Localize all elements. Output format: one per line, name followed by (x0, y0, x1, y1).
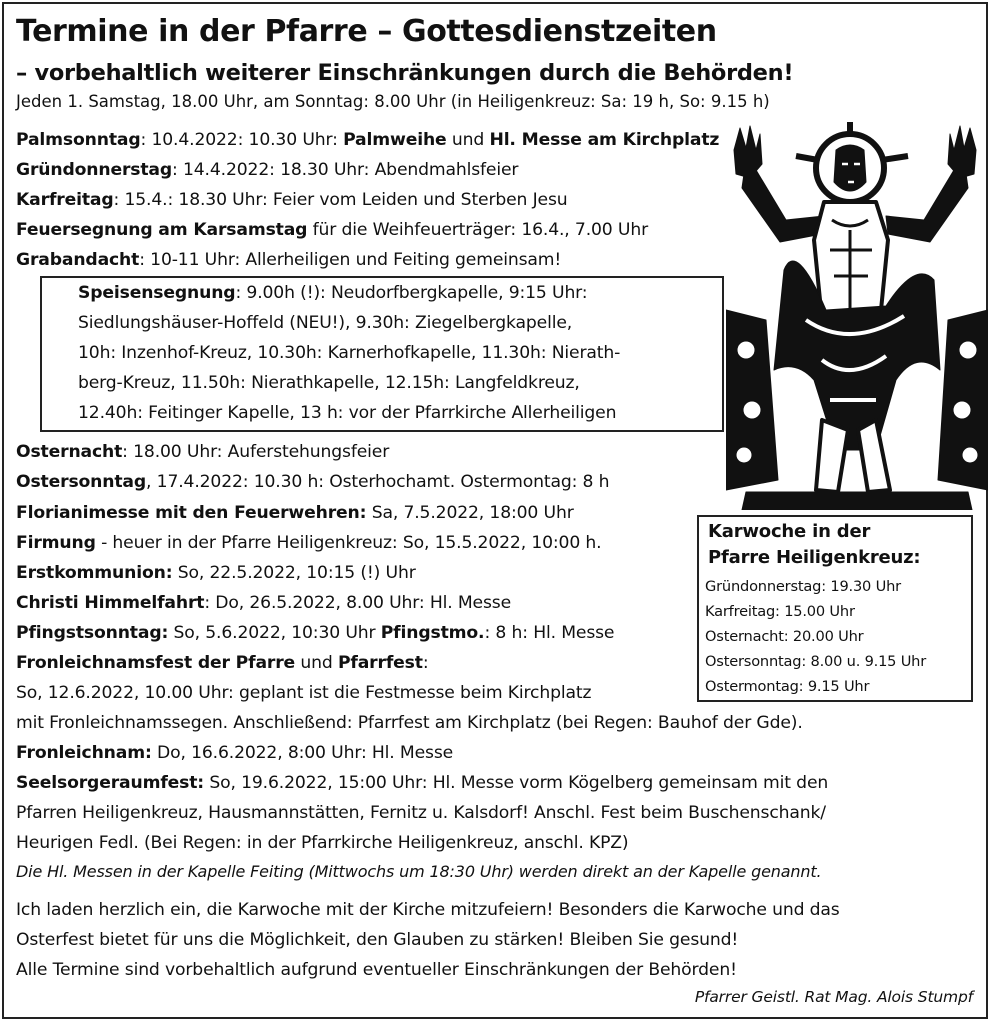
seelsorgeraumfest-line-3: Heurigen Fedl. (Bei Regen: in der Pfarrkirche Heiligenkreuz, anschl. KPZ) (16, 833, 629, 853)
fronleichnamsfest-line (16, 653, 428, 673)
karwoche-box-item: Karfreitag: 15.00 Uhr (705, 603, 855, 620)
himmelfahrt-line (16, 593, 511, 613)
closing-line-1: Ich laden herzlich ein, die Karwoche mit der Kirche mitzufeiern! Besonders die Karwoche und das (16, 900, 840, 920)
text: : 14.4.2022: 18.30 Uhr: Abendmahlsfeier (172, 160, 519, 180)
label-bold: Erstkommunion: (16, 563, 173, 583)
label-bold: Grabandacht (16, 250, 140, 270)
intro-line: Jeden 1. Samstag, 18.00 Uhr, am Sonntag: 8.00 Uhr (in Heiligenkreuz: Sa: 19 h, So: 9.15 h) (16, 92, 770, 111)
speisen-line-3: 10h: Inzenhof-Kreuz, 10.30h: Karnerhofkapelle, 11.30h: Nierath- (78, 343, 621, 363)
label-bold: Seelsorgeraumfest: (16, 773, 205, 793)
ostersonntag-line (16, 472, 609, 492)
closing-line-2: Osterfest bietet für uns die Möglichkeit, den Glauben zu stärken! Bleiben Sie gesund! (16, 930, 739, 950)
text: : 9.00h (!): Neudorfbergkapelle, 9:15 Uhr: (235, 283, 588, 303)
speisen-line-1 (78, 283, 587, 303)
karwoche-box-item: Ostersonntag: 8.00 u. 9.15 Uhr (705, 653, 927, 670)
feuersegnung-line (16, 220, 648, 240)
label-bold: Florianimesse mit den Feuerwehren: (16, 503, 367, 523)
fronleichnamsfest-line-3: mit Fronleichnamssegen. Anschließend: Pfarrfest am Kirchplatz (bei Regen: Bauhof der Gde). (16, 713, 803, 733)
text: : 15.4.: 18.30 Uhr: Feier vom Leiden und Sterben Jesu (113, 190, 568, 210)
text: : 10.4.2022: 10.30 Uhr: (140, 130, 344, 150)
label-bold: Pfingstmo. (380, 623, 485, 643)
page-title: Termine in der Pfarre – Gottesdienstzeiten (16, 14, 717, 49)
karwoche-box-title-1: Karwoche in der (708, 521, 871, 542)
text: und (446, 130, 490, 150)
text: : (422, 653, 429, 673)
text: : 8 h: Hl. Messe (484, 623, 615, 643)
label-bold: Pfarrfest (337, 653, 423, 673)
label-bold: Karfreitag (16, 190, 114, 210)
karwoche-box-item: Gründonnerstag: 19.30 Uhr (705, 578, 901, 595)
text: So, 22.5.2022, 10:15 (!) Uhr (172, 563, 416, 583)
seelsorgeraumfest-line (16, 773, 828, 793)
text: Sa, 7.5.2022, 18:00 Uhr (366, 503, 574, 523)
grabandacht-line (16, 250, 561, 270)
seelsorgeraumfest-line-2: Pfarren Heiligenkreuz, Hausmannstätten, Fernitz u. Kalsdorf! Anschl. Fest beim Buschenschank/ (16, 803, 826, 823)
label-bold: Speisensegnung (78, 283, 236, 303)
closing-line-3: Alle Termine sind vorbehaltlich aufgrund eventueller Einschränkungen der Behörden! (16, 960, 737, 980)
label-bold: Palmsonntag (16, 130, 141, 150)
karwoche-box-item: Osternacht: 20.00 Uhr (705, 628, 864, 645)
text: : 10-11 Uhr: Allerheiligen und Feiting gemeinsam! (139, 250, 562, 270)
label-bold: Palmweihe (343, 130, 447, 150)
label-bold: Osternacht (16, 442, 123, 462)
page-subtitle: – vorbehaltlich weiterer Einschränkungen durch die Behörden! (16, 60, 794, 86)
palmsonntag-line (16, 130, 719, 150)
text: : 18.00 Uhr: Auferstehungsfeier (122, 442, 390, 462)
label-bold: Fronleichnamsfest der Pfarre (16, 653, 296, 673)
text: Do, 16.6.2022, 8:00 Uhr: Hl. Messe (151, 743, 454, 763)
label-bold: Firmung (16, 533, 96, 553)
fronleichnam-line (16, 743, 453, 763)
label-bold: Fronleichnam: (16, 743, 152, 763)
text: , 17.4.2022: 10.30 h: Osterhochamt. Ostermontag: 8 h (146, 472, 610, 492)
speisensegnung-box (40, 276, 724, 432)
label-bold: Christi Himmelfahrt (16, 593, 205, 613)
label-bold: Hl. Messe am Kirchplatz (489, 130, 720, 150)
karwoche-heiligenkreuz-box (697, 515, 973, 702)
karwoche-box-item: Ostermontag: 9.15 Uhr (705, 678, 870, 695)
karwoche-box-title-2: Pfarre Heiligenkreuz: (708, 547, 921, 568)
text: für die Weihfeuerträger: 16.4., 7.00 Uhr (307, 220, 648, 240)
text: : Do, 26.5.2022, 8.00 Uhr: Hl. Messe (204, 593, 512, 613)
speisen-line-4: berg-Kreuz, 11.50h: Nierathkapelle, 12.15h: Langfeldkreuz, (78, 373, 580, 393)
text: und (295, 653, 338, 673)
karfreitag-line (16, 190, 568, 210)
gruendonnerstag-line (16, 160, 518, 180)
risen-christ-woodcut-illustration (726, 120, 988, 510)
erstkommunion-line (16, 563, 416, 583)
firmung-line (16, 533, 601, 553)
pfingsten-line (16, 623, 614, 643)
osternacht-line (16, 442, 389, 462)
label-bold: Feuersegnung am Karsamstag (16, 220, 308, 240)
signature: Pfarrer Geistl. Rat Mag. Alois Stumpf (694, 988, 973, 1006)
text: - heuer in der Pfarre Heiligenkreuz: So, 15.5.2022, 10:00 h. (95, 533, 602, 553)
speisen-line-2: Siedlungshäuser-Hoffeld (NEU!), 9.30h: Ziegelbergkapelle, (78, 313, 573, 333)
feiting-note: Die Hl. Messen in der Kapelle Feiting (Mittwochs um 18:30 Uhr) werden direkt an der Kapelle genannt. (16, 862, 822, 881)
speisen-line-5: 12.40h: Feitinger Kapelle, 13 h: vor der Pfarrkirche Allerheiligen (78, 403, 617, 423)
text: So, 19.6.2022, 15:00 Uhr: Hl. Messe vorm Kögelberg gemeinsam mit den (204, 773, 829, 793)
florianimesse-line (16, 503, 574, 523)
text: So, 5.6.2022, 10:30 Uhr (168, 623, 381, 643)
fronleichnamsfest-line-2: So, 12.6.2022, 10.00 Uhr: geplant ist die Festmesse beim Kirchplatz (16, 683, 592, 703)
label-bold: Gründonnerstag (16, 160, 173, 180)
label-bold: Pfingstsonntag: (16, 623, 169, 643)
label-bold: Ostersonntag (16, 472, 147, 492)
